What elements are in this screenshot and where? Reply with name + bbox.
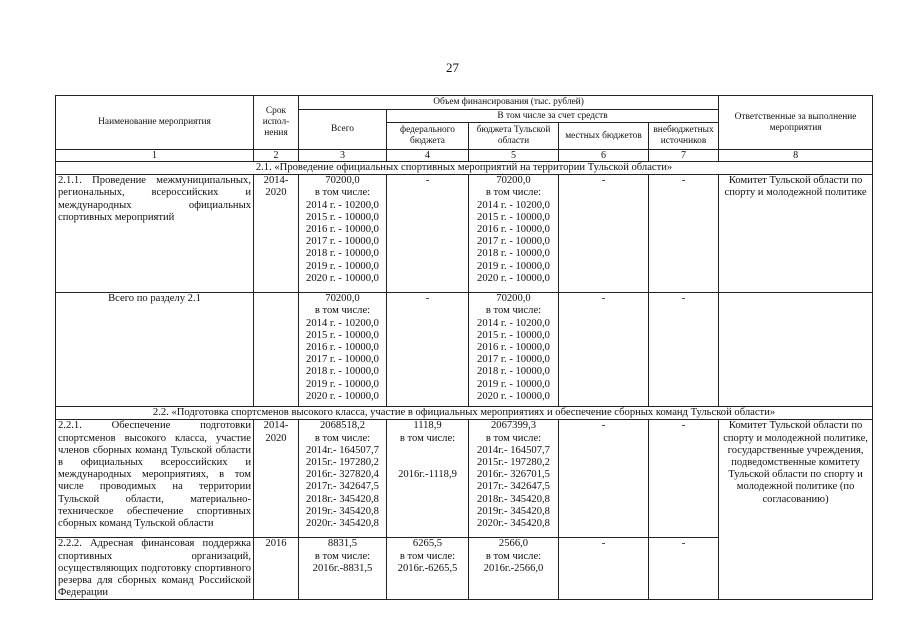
col-number: 2 — [254, 150, 299, 162]
financing-table — [55, 95, 873, 600]
row-2-2-1-extra: - — [649, 420, 719, 538]
row-2-2-responsible: Комитет Тульской области по спорту и молодежной политике, государственные учреждения, подведомственные комитету Тульской области по спорту и молодежной политике (по согласованию) — [719, 420, 873, 600]
section-title-2-1: 2.1. «Проведение официальных спортивных мероприятий на территории Тульской области» — [56, 162, 873, 175]
row-2-1-1-federal: - — [387, 175, 469, 293]
row-2-1-1-total: 70200,0 в том числе: 2014 г. - 10200,0 2015 г. - 10000,0 2016 г. - 10000,0 2017 г. - 10000,0 2018 г. - 10000,0 2019 г. - 10000,0 2020 г. - 10000,0 — [299, 175, 387, 293]
row-2-1-1-extra: - — [649, 175, 719, 293]
row-2-1-1-regional: 70200,0 в том числе: 2014 г. - 10200,0 2015 г. - 10000,0 2016 г. - 10000,0 2017 г. - 10000,0 2018 г. - 10000,0 2019 г. - 10000,0 2020 г. - 10000,0 — [469, 175, 559, 293]
col-number: 5 — [469, 150, 559, 162]
header-local: местных бюджетов — [559, 123, 649, 150]
total-2-1-total: 70200,0 в том числе: 2014 г. - 10200,0 2015 г. - 10000,0 2016 г. - 10000,0 2017 г. - 10000,0 2018 г. - 10000,0 2019 г. - 10000,0 2020 г. - 10000,0 — [299, 293, 387, 407]
page-number: 27 — [446, 60, 459, 75]
row-2-2-2-name: 2.2.2. Адресная финансовая поддержка спортивных организаций, осуществляющих подготовку спортивного резерва для сборных команд Российской Федерации — [56, 538, 254, 600]
total-2-1-name: Всего по разделу 2.1 — [56, 293, 254, 407]
row-2-2-1-total: 2068518,2 в том числе: 2014г.- 164507,7 2015г.- 197280,2 2016г.- 327820,4 2017г.- 342647,5 2018г.- 345420,8 2019г.- 345420,8 2020г.- 345420,8 — [299, 420, 387, 538]
row-2-2-2-extra: - — [649, 538, 719, 600]
row-2-2-1-name: 2.2.1. Обеспечение подготовки спортсменов высокого класса, участие членов сборных команд Тульской области в официальных всероссийских и международных мероприятиях, в том числе проводимых на территории Тульской области, материально-техническое обеспечение спортивных сборных команд Тульской области — [56, 420, 254, 538]
header-total: Всего — [299, 110, 387, 150]
section-title-2-2: 2.2. «Подготовка спортсменов высокого класса, участие в официальных мероприятиях и обеспечение сборных команд Тульской области» — [56, 407, 873, 420]
total-2-1-local: - — [559, 293, 649, 407]
row-2-2-1-local: - — [559, 420, 649, 538]
header-extra: внебюджетных источников — [649, 123, 719, 150]
header-incl-sources: В том числе за счет средств — [387, 110, 719, 123]
header-federal: федерального бюджета — [387, 123, 469, 150]
total-2-1-term — [254, 293, 299, 407]
header-term: Срок испол-нения — [254, 96, 299, 150]
total-2-1-regional: 70200,0 в том числе: 2014 г. - 10200,0 2015 г. - 10000,0 2016 г. - 10000,0 2017 г. - 10000,0 2018 г. - 10000,0 2019 г. - 10000,0 2020 г. - 10000,0 — [469, 293, 559, 407]
total-2-1-federal: - — [387, 293, 469, 407]
row-2-2-2-federal: 6265,5 в том числе: 2016г.-6265,5 — [387, 538, 469, 600]
col-number: 1 — [56, 150, 254, 162]
total-2-1-extra: - — [649, 293, 719, 407]
row-2-2-2-total: 8831,5 в том числе: 2016г.-8831,5 — [299, 538, 387, 600]
col-number: 4 — [387, 150, 469, 162]
header-financing: Объем финансирования (тыс. рублей) — [299, 96, 719, 110]
row-2-1-1-local: - — [559, 175, 649, 293]
row-2-2-2-regional: 2566,0 в том числе: 2016г.-2566,0 — [469, 538, 559, 600]
row-2-1-1-term: 2014-2020 — [254, 175, 299, 293]
col-number: 8 — [719, 150, 873, 162]
row-2-1-1-name: 2.1.1. Проведение межмуниципальных, региональных, всероссийских и международных официальных спортивных мероприятий — [56, 175, 254, 293]
row-2-2-2-local: - — [559, 538, 649, 600]
row-2-2-2-term: 2016 — [254, 538, 299, 600]
col-number: 3 — [299, 150, 387, 162]
col-number: 6 — [559, 150, 649, 162]
header-name: Наименование мероприятия — [56, 96, 254, 150]
header-regional: бюджета Тульской области — [469, 123, 559, 150]
row-2-1-1-responsible: Комитет Тульской области по спорту и молодежной политике — [719, 175, 873, 293]
row-2-2-1-regional: 2067399,3 в том числе: 2014г.- 164507,7 2015г.- 197280,2 2016г.- 326701,5 2017г.- 342647,5 2018г.- 345420,8 2019г.- 345420,8 2020г.- 345420,8 — [469, 420, 559, 538]
row-2-2-1-federal: 1118,9 в том числе: 2016г.-1118,9 — [387, 420, 469, 538]
col-number: 7 — [649, 150, 719, 162]
row-2-2-1-term: 2014-2020 — [254, 420, 299, 538]
header-responsible: Ответственные за выполнение мероприятия — [719, 96, 873, 150]
total-2-1-responsible — [719, 293, 873, 407]
